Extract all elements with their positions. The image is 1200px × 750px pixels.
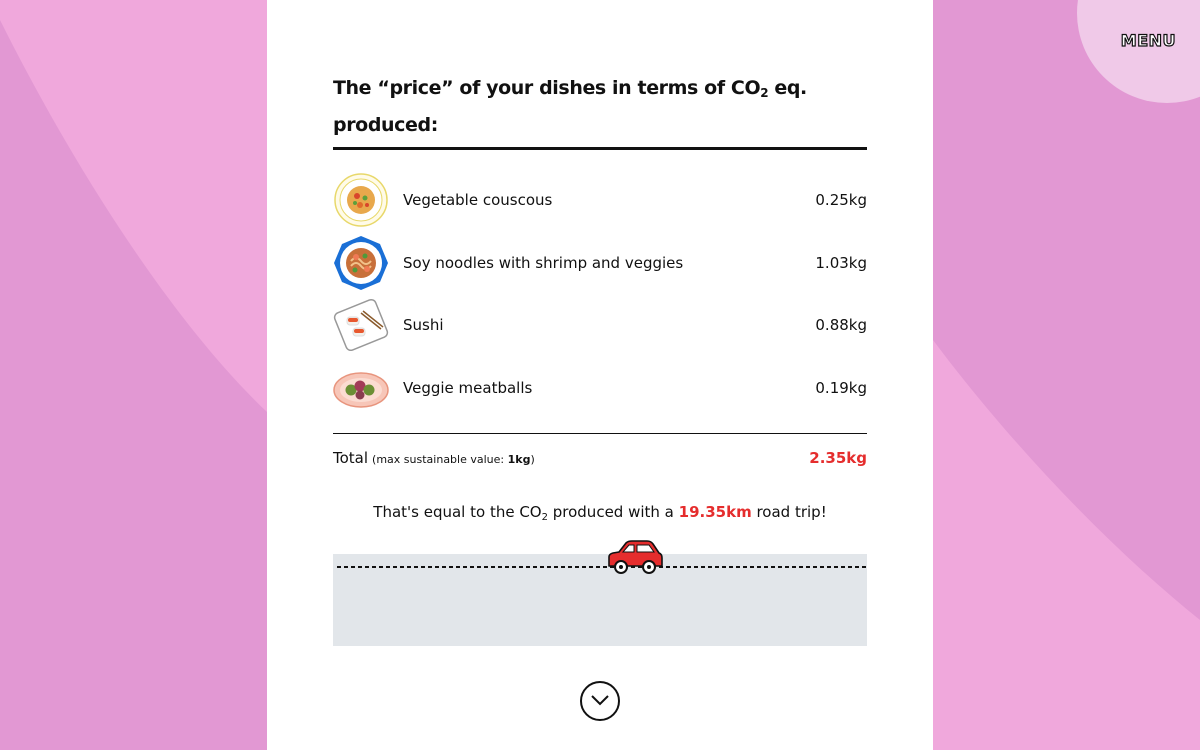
couscous-plate-icon (333, 172, 389, 228)
total-value: 2.35kg (809, 449, 867, 467)
menu-button[interactable]: MENU (1120, 31, 1176, 50)
dish-value: 0.88kg (815, 316, 867, 334)
total-note-suffix: ) (530, 453, 535, 466)
divider-thick (333, 147, 867, 150)
equivalence-middle: produced with a (547, 503, 679, 521)
noodles-plate-icon (333, 235, 389, 291)
road-trip-graphic (333, 554, 867, 646)
car-icon (609, 541, 662, 573)
title-subscript: 2 (760, 86, 769, 100)
total-row (333, 449, 867, 467)
sushi-plate-icon (333, 297, 389, 353)
equivalence-subscript: 2 (541, 512, 548, 523)
dish-row (333, 297, 867, 353)
dish-row (333, 360, 867, 416)
title-text: The “price” of your dishes in terms of CO (333, 77, 761, 99)
total-note-value: 1kg (507, 453, 531, 466)
dish-value: 1.03kg (815, 254, 867, 272)
dish-row (333, 235, 867, 291)
dish-name: Soy noodles with shrimp and veggies (403, 254, 684, 272)
total-label: Total (333, 449, 369, 467)
title-text-end: eq. produced: (333, 77, 807, 136)
equivalence-suffix: road trip! (751, 503, 827, 521)
dish-name: Sushi (403, 316, 444, 334)
equivalence-distance: 19.35km (678, 503, 752, 521)
dish-name: Veggie meatballs (403, 379, 533, 397)
dish-value: 0.19kg (815, 379, 867, 397)
main-panel (267, 0, 933, 750)
total-note (372, 453, 535, 466)
scroll-down-button[interactable] (580, 681, 620, 721)
page-title (333, 72, 867, 141)
dish-value: 0.25kg (815, 191, 867, 209)
road-line (333, 540, 867, 580)
dish-row (333, 172, 867, 228)
meatballs-plate-icon (333, 360, 389, 416)
total-note-prefix: (max sustainable value: (372, 453, 508, 466)
equivalence-text (333, 503, 867, 523)
dish-name: Vegetable couscous (403, 191, 553, 209)
divider-thin (333, 433, 867, 434)
equivalence-prefix: That's equal to the CO (373, 503, 542, 521)
chevron-down-icon (591, 694, 609, 706)
